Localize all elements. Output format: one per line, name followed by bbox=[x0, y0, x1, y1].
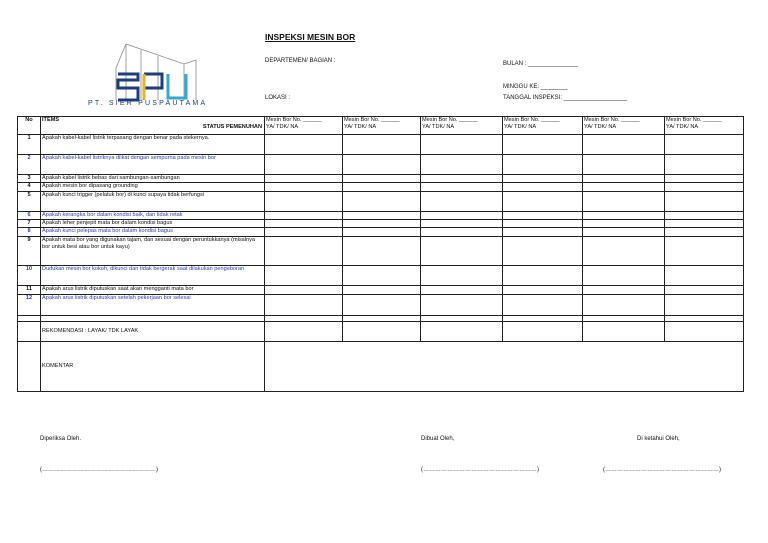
status-options: YA/ TDK/ NA bbox=[584, 123, 617, 130]
tanggal-field: TANGGAL INSPEKSI: ___________________ bbox=[503, 95, 628, 101]
status-cell[interactable] bbox=[665, 135, 744, 155]
status-cell[interactable] bbox=[265, 183, 343, 192]
no-header: No bbox=[18, 117, 41, 135]
status-cell[interactable] bbox=[421, 135, 503, 155]
row-item-text: Apakah kunci trigger (pelatuk bor) di kunci supaya tidak berfungsi bbox=[41, 192, 265, 212]
table-row bbox=[18, 295, 744, 316]
status-cell[interactable] bbox=[343, 212, 421, 220]
table-row bbox=[18, 175, 744, 183]
status-cell[interactable] bbox=[583, 135, 665, 155]
form-title: INSPEKSI MESIN BOR bbox=[265, 32, 356, 42]
bulan-field: BULAN : _______________ bbox=[503, 61, 579, 67]
status-cell[interactable] bbox=[583, 237, 665, 266]
status-cell[interactable] bbox=[343, 266, 421, 286]
row-number: 9 bbox=[18, 237, 41, 266]
row-item-text: Apakah kerangka bor dalam kondisi baik, dan tidak retak bbox=[41, 212, 265, 220]
status-cell[interactable] bbox=[503, 212, 583, 220]
rekomendasi-cell[interactable] bbox=[265, 322, 343, 342]
status-cell[interactable] bbox=[265, 175, 343, 183]
machine-col-6[interactable] bbox=[665, 117, 744, 135]
komentar-label: KOMENTAR bbox=[41, 342, 265, 392]
rekomendasi-cell[interactable] bbox=[503, 322, 583, 342]
empty-cell bbox=[18, 342, 41, 392]
status-cell[interactable] bbox=[503, 192, 583, 212]
machine-label: Mesin Bor No. ______ bbox=[266, 117, 322, 123]
rekomendasi-label: REKOMENDASI : LAYAK/ TDK LAYAK bbox=[41, 322, 265, 342]
machine-col-2[interactable] bbox=[343, 117, 421, 135]
status-cell[interactable] bbox=[421, 228, 503, 237]
machine-label: Mesin Bor No. ______ bbox=[344, 117, 400, 123]
status-cell[interactable] bbox=[583, 192, 665, 212]
status-cell[interactable] bbox=[343, 155, 421, 175]
status-cell[interactable] bbox=[265, 220, 343, 228]
table-row bbox=[18, 135, 744, 155]
inspection-table bbox=[17, 116, 744, 392]
table-row bbox=[18, 155, 744, 175]
row-item-text: Apakah mesin bor dipasang grounding bbox=[41, 183, 265, 192]
row-number: 10 bbox=[18, 266, 41, 286]
rekomendasi-cell[interactable] bbox=[583, 322, 665, 342]
status-cell[interactable] bbox=[343, 192, 421, 212]
row-number: 8 bbox=[18, 228, 41, 237]
status-cell[interactable] bbox=[665, 237, 744, 266]
status-cell[interactable] bbox=[503, 155, 583, 175]
status-cell[interactable] bbox=[665, 220, 744, 228]
status-cell[interactable] bbox=[583, 183, 665, 192]
diketahui-signature-line[interactable]: (…………………………………………………) bbox=[603, 467, 721, 473]
status-cell[interactable] bbox=[503, 220, 583, 228]
row-item-text: Apakah mata bor yang digunakan tajam, dan sesuai dengan peruntukkanya (misalnya bor untuk besi atau bor untuk kayu) bbox=[41, 237, 265, 266]
rekomendasi-row bbox=[18, 322, 744, 342]
items-header bbox=[41, 117, 265, 135]
row-number: 1 bbox=[18, 135, 41, 155]
status-cell[interactable] bbox=[583, 175, 665, 183]
komentar-field[interactable] bbox=[265, 342, 744, 392]
row-item-text: Apakah arus listrik diputuskan saat akan mengganti mata bor bbox=[41, 286, 265, 295]
status-cell[interactable] bbox=[343, 237, 421, 266]
row-number: 4 bbox=[18, 183, 41, 192]
row-number: 11 bbox=[18, 286, 41, 295]
status-cell[interactable] bbox=[665, 155, 744, 175]
row-item-text: Apakah kunci pelepas mata bor dalam kondisi bagus bbox=[41, 228, 265, 237]
machine-col-3[interactable] bbox=[421, 117, 503, 135]
lokasi-field: LOKASI : bbox=[265, 95, 291, 101]
status-options: YA/ TDK/ NA bbox=[504, 123, 537, 130]
status-cell[interactable] bbox=[421, 155, 503, 175]
diperiksa-signature-line[interactable]: (…………………………………………………) bbox=[40, 467, 158, 473]
table-row bbox=[18, 266, 744, 286]
status-cell[interactable] bbox=[343, 135, 421, 155]
komentar-row bbox=[18, 342, 744, 392]
status-cell[interactable] bbox=[265, 228, 343, 237]
machine-label: Mesin Bor No. ______ bbox=[422, 117, 478, 123]
machine-label: Mesin Bor No. ______ bbox=[666, 117, 722, 123]
status-cell[interactable] bbox=[583, 295, 665, 316]
status-cell[interactable] bbox=[265, 286, 343, 295]
machine-col-1[interactable] bbox=[265, 117, 343, 135]
items-label: ITEMS bbox=[42, 117, 60, 123]
status-cell[interactable] bbox=[343, 295, 421, 316]
row-item-text: Dudukan mesin bor kokoh, dikunci dan tidak bergerak saat dilakukan pengeboran bbox=[41, 266, 265, 286]
row-number: 3 bbox=[18, 175, 41, 183]
status-cell[interactable] bbox=[503, 237, 583, 266]
status-cell[interactable] bbox=[421, 183, 503, 192]
empty-cell bbox=[18, 322, 41, 342]
table-row bbox=[18, 192, 744, 212]
company-name: PT. SIER PUSPAUTAMA bbox=[88, 100, 208, 107]
status-options: YA/ TDK/ NA bbox=[266, 123, 299, 130]
status-options: YA/ TDK/ NA bbox=[344, 123, 377, 130]
status-cell[interactable] bbox=[665, 295, 744, 316]
status-options: YA/ TDK/ NA bbox=[422, 123, 455, 130]
status-cell[interactable] bbox=[583, 220, 665, 228]
status-cell[interactable] bbox=[665, 175, 744, 183]
status-cell[interactable] bbox=[665, 286, 744, 295]
status-cell[interactable] bbox=[503, 286, 583, 295]
status-cell[interactable] bbox=[503, 266, 583, 286]
status-cell[interactable] bbox=[343, 183, 421, 192]
dibuat-label: Dibuat Oleh, bbox=[421, 436, 455, 442]
status-options: YA/ TDK/ NA bbox=[666, 123, 699, 130]
status-cell[interactable] bbox=[583, 155, 665, 175]
status-cell[interactable] bbox=[503, 228, 583, 237]
status-cell[interactable] bbox=[421, 266, 503, 286]
status-cell[interactable] bbox=[343, 286, 421, 295]
row-number: 2 bbox=[18, 155, 41, 175]
diperiksa-label: Diperiksa Oleh. bbox=[40, 436, 82, 442]
status-cell[interactable] bbox=[583, 286, 665, 295]
status-cell[interactable] bbox=[503, 183, 583, 192]
status-cell[interactable] bbox=[421, 220, 503, 228]
status-cell[interactable] bbox=[665, 192, 744, 212]
machine-col-5[interactable] bbox=[583, 117, 665, 135]
status-cell[interactable] bbox=[583, 212, 665, 220]
status-cell[interactable] bbox=[265, 155, 343, 175]
status-cell[interactable] bbox=[665, 228, 744, 237]
row-number: 5 bbox=[18, 192, 41, 212]
machine-label: Mesin Bor No. ______ bbox=[584, 117, 640, 123]
status-cell[interactable] bbox=[421, 192, 503, 212]
status-cell[interactable] bbox=[265, 135, 343, 155]
status-cell[interactable] bbox=[343, 228, 421, 237]
status-cell[interactable] bbox=[265, 266, 343, 286]
header-row bbox=[18, 117, 744, 135]
status-cell[interactable] bbox=[583, 266, 665, 286]
departemen-field: DEPARTEMEN/ BAGIAN : bbox=[265, 58, 336, 64]
status-cell[interactable] bbox=[421, 175, 503, 183]
rekomendasi-cell[interactable] bbox=[421, 322, 503, 342]
status-cell[interactable] bbox=[421, 295, 503, 316]
status-cell[interactable] bbox=[421, 286, 503, 295]
table-row bbox=[18, 183, 744, 192]
minggu-field: MINGGU KE: ________ bbox=[503, 84, 568, 90]
status-cell[interactable] bbox=[265, 237, 343, 266]
row-item-text: Apakah kabel-kabel listrik terpasang dengan benar pada stekernya. bbox=[41, 135, 265, 155]
table-row bbox=[18, 228, 744, 237]
row-item-text: Apakah kabel-kabel listriknya diikat dengan sempurna pada mesin bor bbox=[41, 155, 265, 175]
row-number: 12 bbox=[18, 295, 41, 316]
status-cell[interactable] bbox=[343, 220, 421, 228]
machine-col-4[interactable] bbox=[503, 117, 583, 135]
status-cell[interactable] bbox=[503, 175, 583, 183]
row-item-text: Apakah leher penjepit mata bor dalam kondisi bagus bbox=[41, 220, 265, 228]
status-cell[interactable] bbox=[265, 295, 343, 316]
rekomendasi-cell[interactable] bbox=[665, 322, 744, 342]
status-cell[interactable] bbox=[421, 212, 503, 220]
table-row bbox=[18, 286, 744, 295]
table-row bbox=[18, 220, 744, 228]
machine-label: Mesin Bor No. ______ bbox=[504, 117, 560, 123]
rekomendasi-cell[interactable] bbox=[343, 322, 421, 342]
status-cell[interactable] bbox=[665, 266, 744, 286]
status-cell[interactable] bbox=[421, 237, 503, 266]
table-row bbox=[18, 237, 744, 266]
status-cell[interactable] bbox=[503, 135, 583, 155]
status-cell[interactable] bbox=[265, 192, 343, 212]
diketahui-label: Di ketahui Oleh, bbox=[637, 436, 680, 442]
status-label: STATUS PEMENUHAN bbox=[202, 123, 262, 130]
table-row bbox=[18, 212, 744, 220]
row-number: 6 bbox=[18, 212, 41, 220]
status-cell[interactable] bbox=[665, 183, 744, 192]
row-number: 7 bbox=[18, 220, 41, 228]
status-cell[interactable] bbox=[343, 175, 421, 183]
status-cell[interactable] bbox=[583, 228, 665, 237]
status-cell[interactable] bbox=[665, 212, 744, 220]
row-item-text: Apakah kabel listrik bebas dari sambungan-sambungan bbox=[41, 175, 265, 183]
status-cell[interactable] bbox=[265, 212, 343, 220]
dibuat-signature-line[interactable]: (…………………………………………………) bbox=[421, 467, 539, 473]
status-cell[interactable] bbox=[503, 295, 583, 316]
row-item-text: Apakah arus listrik diputuskan setelah pekerjaan bor selesai bbox=[41, 295, 265, 316]
